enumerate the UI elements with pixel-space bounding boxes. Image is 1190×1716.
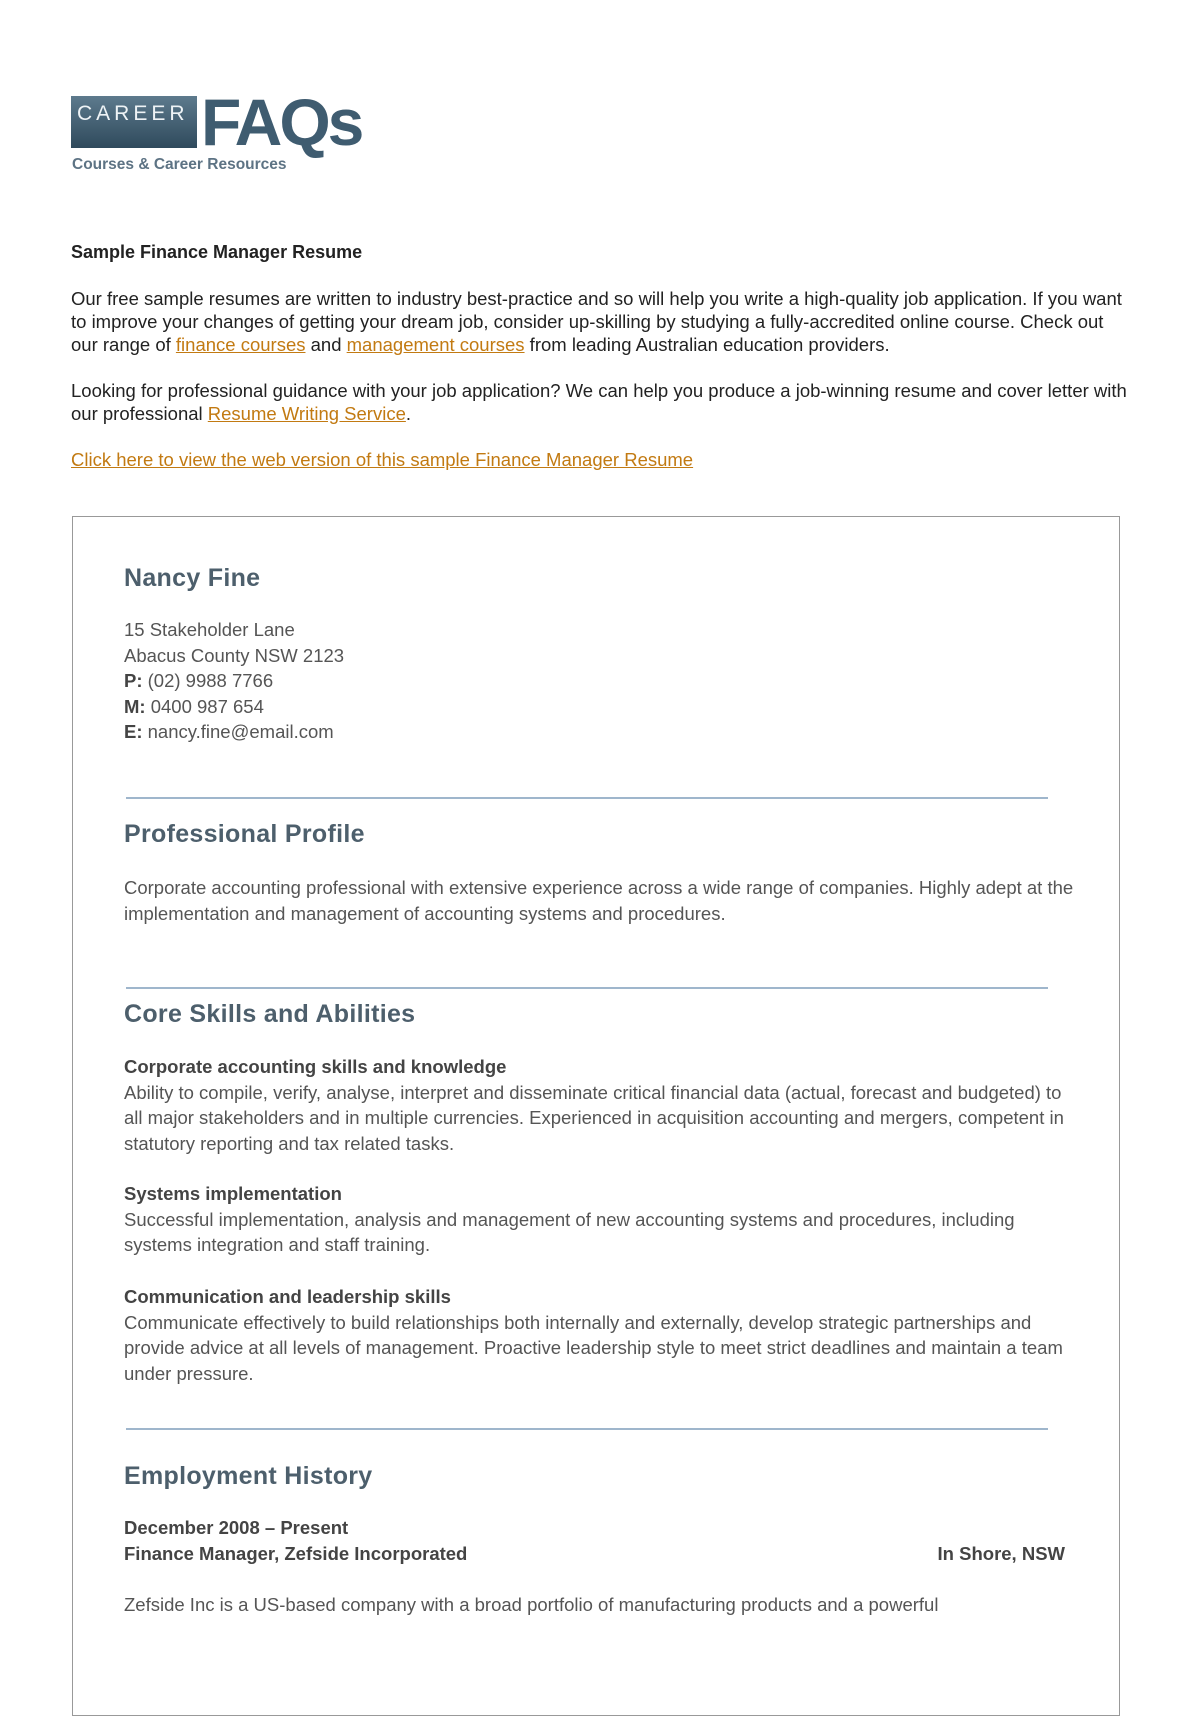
skill-title: Corporate accounting skills and knowledge bbox=[124, 1056, 507, 1077]
careerfaqs-logo[interactable] bbox=[71, 85, 391, 180]
job-header bbox=[124, 1541, 1065, 1567]
profile-heading: Professional Profile bbox=[124, 820, 365, 848]
logo-career-block bbox=[71, 96, 197, 148]
address-line-2: Abacus County NSW 2123 bbox=[124, 644, 345, 666]
skill-text: Communicate effectively to build relationships both internally and externally, develop strategic partnerships and provide advice at all levels of management. Proactive leadership style to meet strict deadlines and maintain a team under pressure. bbox=[124, 1311, 1063, 1384]
skill-item bbox=[124, 1054, 1084, 1156]
resume-name: Nancy Fine bbox=[124, 564, 261, 592]
job-description: Zefside Inc is a US-based company with a broad portfolio of manufacturing products and a powerful bbox=[124, 1594, 939, 1615]
profile-text: Corporate accounting professional with extensive experience across a wide range of companies. Highly adept at the implementation and management of accounting systems and procedures. bbox=[124, 877, 1074, 924]
web-version-link[interactable]: Click here to view the web version of this sample Finance Manager Resume bbox=[71, 449, 694, 470]
phone: P: (02) 9988 7766 bbox=[124, 670, 274, 691]
skill-text: Successful implementation, analysis and management of new accounting systems and procedures, including systems integration and staff training. bbox=[124, 1208, 1015, 1255]
logo-tagline: Courses & Career Resources bbox=[72, 156, 287, 173]
intro-paragraph-2: Looking for professional guidance with your job application? We can help you produce a job-winning resume and cover letter with our professional Resume Writing Service. bbox=[71, 380, 1127, 424]
skill-item bbox=[124, 1284, 1084, 1386]
web-version-paragraph bbox=[71, 448, 1131, 471]
job-dates: December 2008 – Present bbox=[124, 1517, 349, 1538]
logo-career-text: CAREER bbox=[77, 102, 189, 125]
employment-heading: Employment History bbox=[124, 1462, 373, 1490]
finance-courses-link[interactable]: finance courses bbox=[175, 334, 306, 355]
address-line-1: 15 Stakeholder Lane bbox=[124, 619, 295, 640]
skill-item bbox=[124, 1181, 1084, 1258]
skill-title: Communication and leadership skills bbox=[124, 1286, 451, 1307]
email: E: nancy.fine@email.com bbox=[124, 721, 334, 742]
intro-paragraph-1: Our free sample resumes are written to industry best-practice and so will help you write a high-quality job application. If you want to improve your changes of getting your dream job, consider up-skilling by studying a fully-accredited online course. Check out our range of finance courses and management courses from leading Australian education providers. bbox=[71, 288, 1122, 355]
skill-text: Ability to compile, verify, analyse, interpret and disseminate critical financial data (actual, forecast and budgeted) to all major stakeholders and in multiple currencies. Experienced in acquisition accounting and mergers, competent in statutory reporting and tax related tasks. bbox=[124, 1081, 1064, 1154]
contact-block bbox=[124, 617, 1084, 745]
section-divider bbox=[126, 797, 1048, 799]
job-role: Finance Manager, Zefside Incorporated bbox=[124, 1542, 468, 1564]
section-divider bbox=[126, 987, 1048, 989]
resume-writing-service-link[interactable]: Resume Writing Service bbox=[207, 403, 406, 424]
section-divider bbox=[126, 1428, 1048, 1430]
job-entry bbox=[124, 1515, 1084, 1618]
job-location: In Shore, NSW bbox=[937, 1542, 1065, 1564]
skills-heading: Core Skills and Abilities bbox=[124, 1000, 416, 1028]
management-courses-link[interactable]: management courses bbox=[346, 334, 525, 355]
logo-faqs-text: FAQs bbox=[201, 85, 362, 159]
mobile: M: 0400 987 654 bbox=[124, 695, 264, 717]
skill-title: Systems implementation bbox=[124, 1183, 342, 1204]
page-title: Sample Finance Manager Resume bbox=[71, 242, 363, 262]
